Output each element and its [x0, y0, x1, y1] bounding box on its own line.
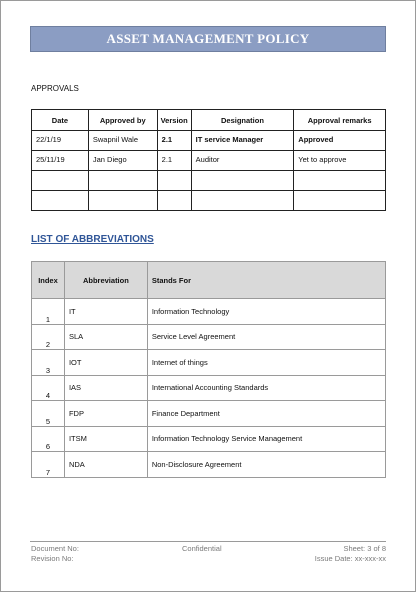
approvals-table: [31, 109, 386, 211]
footer-divider: [30, 541, 386, 542]
table-row: [32, 131, 386, 151]
abbr-code: ITSM: [64, 426, 147, 452]
approver-designation: IT service Manager: [191, 131, 294, 151]
abbreviations-table: [31, 261, 386, 478]
approval-remark: Approved: [294, 131, 386, 151]
abbr-code: SLA: [64, 324, 147, 350]
revision-number-label: Revision No:: [31, 554, 74, 563]
table-row: [32, 324, 386, 350]
table-row: [32, 452, 386, 478]
footer-left: [31, 544, 79, 564]
table-row: [32, 151, 386, 171]
approval-date: 22/1/19: [32, 131, 89, 151]
table-row: [32, 299, 386, 325]
abbr-meaning: Service Level Agreement: [147, 324, 385, 350]
col-index-header: Index: [32, 262, 65, 299]
approval-date: 25/11/19: [32, 151, 89, 171]
approvals-header-row: [32, 110, 386, 131]
approval-version: [157, 191, 191, 211]
issue-date: Issue Date: xx-xxx-xx: [314, 554, 386, 563]
table-row: [32, 171, 386, 191]
abbr-meaning: International Accounting Standards: [147, 375, 385, 401]
abbr-meaning: Non-Disclosure Agreement: [147, 452, 385, 478]
approval-version: [157, 171, 191, 191]
approval-version: 2.1: [157, 151, 191, 171]
abbr-code: IT: [64, 299, 147, 325]
col-version-header: Version: [157, 110, 191, 131]
approver-designation: [191, 171, 294, 191]
approver-name: Jan Diego: [88, 151, 157, 171]
col-abbreviation-header: Abbreviation: [64, 262, 147, 299]
footer-classification: Confidential: [182, 544, 222, 553]
sheet-number: Sheet: 3 of 8: [343, 544, 386, 553]
approval-remark: Yet to approve: [294, 151, 386, 171]
abbr-index: 1: [32, 299, 65, 325]
approver-name: [88, 171, 157, 191]
approver-designation: Auditor: [191, 151, 294, 171]
document-number-label: Document No:: [31, 544, 79, 553]
abbr-code: NDA: [64, 452, 147, 478]
abbr-code: IOT: [64, 350, 147, 376]
approval-version: 2.1: [157, 131, 191, 151]
col-designation-header: Designation: [191, 110, 294, 131]
approval-remark: [294, 171, 386, 191]
abbr-index: 2: [32, 324, 65, 350]
table-row: [32, 350, 386, 376]
abbr-index: 6: [32, 426, 65, 452]
abbr-meaning: Internet of things: [147, 350, 385, 376]
footer-right: [315, 544, 386, 564]
abbreviations-header-row: [32, 262, 386, 299]
abbr-code: IAS: [64, 375, 147, 401]
approver-designation: [191, 191, 294, 211]
col-remarks-header: Approval remarks: [294, 110, 386, 131]
abbr-code: FDP: [64, 401, 147, 427]
col-stands-for-header: Stands For: [147, 262, 385, 299]
abbr-meaning: Information Technology: [147, 299, 385, 325]
approval-date: [32, 171, 89, 191]
approvals-label: APPROVALS: [31, 84, 79, 93]
abbr-index: 4: [32, 375, 65, 401]
abbr-index: 3: [32, 350, 65, 376]
approver-name: [88, 191, 157, 211]
document-title: ASSET MANAGEMENT POLICY: [30, 26, 386, 52]
col-approved-by-header: Approved by: [88, 110, 157, 131]
abbr-meaning: Finance Department: [147, 401, 385, 427]
abbr-meaning: Information Technology Service Management: [147, 426, 385, 452]
abbreviations-heading: LIST OF ABBREVIATIONS: [31, 234, 154, 245]
approver-name: Swapnil Wale: [88, 131, 157, 151]
abbr-index: 5: [32, 401, 65, 427]
col-date-header: Date: [32, 110, 89, 131]
abbr-index: 7: [32, 452, 65, 478]
table-row: [32, 426, 386, 452]
approval-remark: [294, 191, 386, 211]
table-row: [32, 401, 386, 427]
approval-date: [32, 191, 89, 211]
table-row: [32, 375, 386, 401]
table-row: [32, 191, 386, 211]
